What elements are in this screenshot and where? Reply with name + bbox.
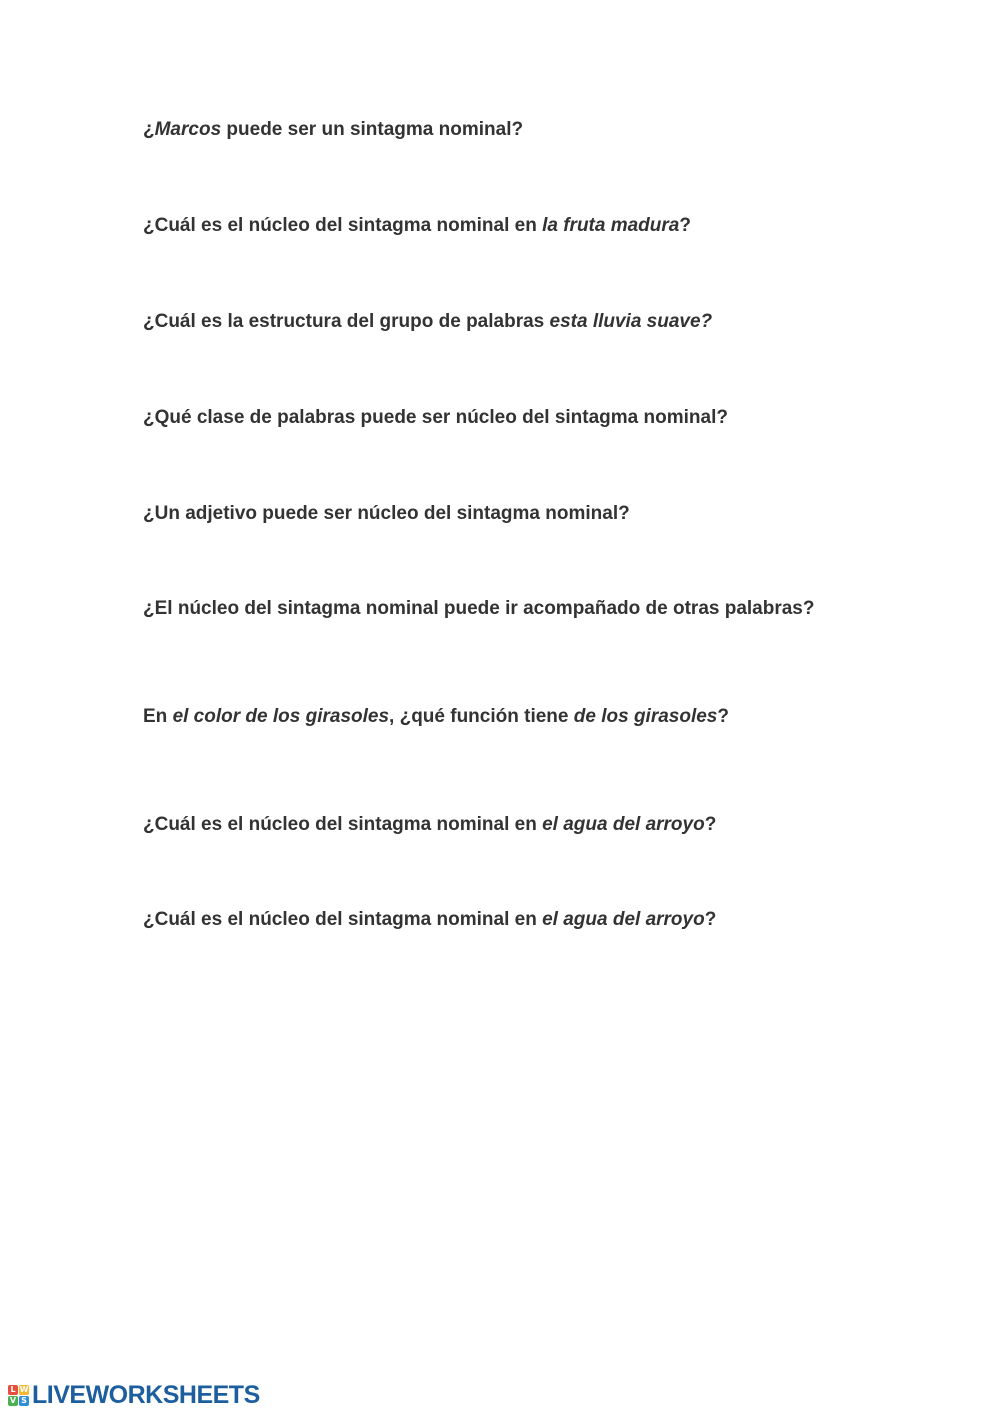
question-text-segment: ¿Qué clase de palabras puede ser núcleo del sintagma nominal? — [143, 407, 728, 428]
question-9 — [143, 908, 716, 932]
question-2 — [143, 214, 691, 238]
question-text-segment: , ¿qué función tiene — [389, 706, 574, 727]
logo-mark-tile: W — [19, 1384, 29, 1394]
liveworksheets-logo — [8, 1381, 260, 1409]
question-text-segment: ¿ — [143, 119, 155, 140]
question-text-segment: ¿Cuál es la estructura del grupo de palabras — [143, 311, 550, 332]
question-8 — [143, 813, 716, 837]
question-text-segment: ¿El núcleo del sintagma nominal puede ir acompañado de otras palabras? — [143, 598, 815, 619]
logo-mark-tile: L — [8, 1385, 18, 1395]
question-italic-segment: el agua del arroyo — [542, 814, 705, 835]
question-italic-segment: esta lluvia suave? — [549, 311, 713, 332]
question-4 — [143, 406, 728, 430]
question-text-segment: En — [143, 706, 173, 727]
question-text-segment: ¿Cuál es el núcleo del sintagma nominal en — [143, 215, 543, 236]
question-text-segment: ? — [704, 814, 717, 835]
question-text-segment: ? — [717, 706, 729, 727]
logo-mark-tile: V — [9, 1395, 17, 1405]
question-text-segment: puede ser un sintagma nominal? — [221, 119, 524, 140]
question-italic-segment: la fruta madura — [542, 215, 680, 236]
question-italic-segment: de los girasoles — [573, 706, 718, 727]
logo-mark-icon — [8, 1385, 29, 1406]
question-5 — [143, 502, 630, 526]
question-italic-segment: el agua del arroyo — [542, 909, 705, 930]
question-italic-segment: Marcos — [154, 119, 222, 140]
logo-text: LIVEWORKSHEETS — [32, 1381, 260, 1409]
logo-mark-tile: S — [19, 1396, 29, 1406]
question-7 — [143, 705, 729, 729]
question-text-segment: ¿Cuál es el núcleo del sintagma nominal en — [143, 909, 543, 930]
question-6 — [143, 597, 815, 621]
question-text-segment: ? — [679, 215, 691, 236]
question-3 — [143, 310, 712, 334]
question-italic-segment: el color de los girasoles — [172, 706, 390, 727]
question-1 — [143, 118, 523, 142]
question-text-segment: ¿Cuál es el núcleo del sintagma nominal en — [143, 814, 543, 835]
question-text-segment: ? — [704, 909, 717, 930]
question-text-segment: ¿Un adjetivo puede ser núcleo del sintagma nominal? — [143, 503, 630, 524]
